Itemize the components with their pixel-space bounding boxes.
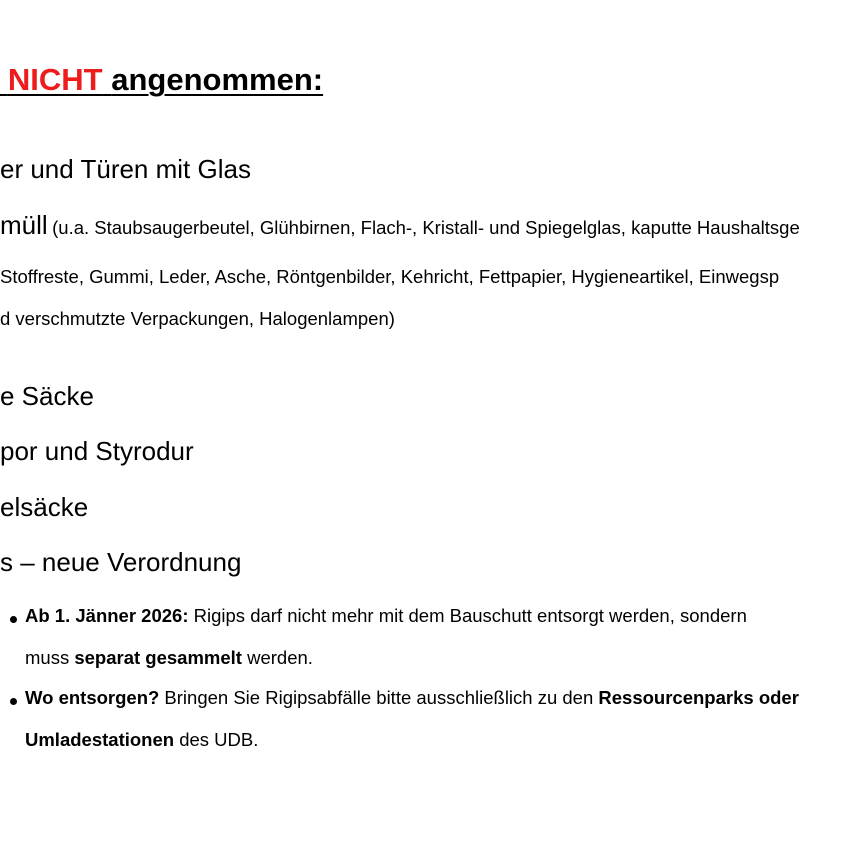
- item-rest-waste-title: müll: [0, 210, 48, 240]
- item-rest-waste-detail-2: Stoffreste, Gummi, Leder, Asche, Röntgenbilder, Kehricht, Fettpapier, Hygieneartikel, Einwegsp: [0, 266, 780, 287]
- item-rest-waste: [0, 210, 800, 241]
- bullet-1-line-2: [25, 647, 313, 669]
- bullet-2-text: Bringen Sie Rigipsabfälle bitte ausschließlich zu den: [159, 687, 599, 708]
- item-bags: e Säcke: [0, 381, 94, 411]
- bullet-dot-2: [10, 698, 17, 705]
- bullet-2-question: Wo entsorgen?: [25, 687, 160, 708]
- item-rigips: s – neue Verordnung: [0, 547, 242, 577]
- item-windows-doors: er und Türen mit Glas: [0, 154, 251, 184]
- item-rest-waste-detail-1: (u.a. Staubsaugerbeutel, Glühbirnen, Flach-, Kristall- und Spiegelglas, kaputte Haushaltsge: [52, 217, 800, 238]
- bullet-2-stations: Umladestationen: [25, 729, 175, 750]
- heading-not: NICHT: [7, 62, 103, 97]
- page-heading: [0, 62, 323, 98]
- item-rest-waste-detail-3: d verschmutzte Verpackungen, Halogenlampen): [0, 308, 395, 329]
- bullet-1-separate: separat gesammelt: [74, 647, 242, 668]
- bullet-1-date: Ab 1. Jänner 2026:: [25, 605, 189, 626]
- bullet-1-line-1: [25, 605, 747, 627]
- bullet-1-text: Rigips darf nicht mehr mit dem Bauschutt entsorgt werden, sondern: [188, 605, 747, 626]
- bullet-2-parks: Ressourcenparks oder: [598, 687, 799, 708]
- bullet-2-line-1: [25, 687, 799, 709]
- item-fabric-bags: elsäcke: [0, 492, 89, 522]
- item-styropor: por und Styrodur: [0, 436, 194, 466]
- bullet-dot-1: [10, 616, 17, 623]
- heading-accepted: angenommen:: [111, 62, 324, 97]
- bullet-2-end: des UDB.: [174, 729, 259, 750]
- bullet-1-end: werden.: [241, 647, 313, 668]
- bullet-2-line-2: [25, 729, 258, 751]
- bullet-1-must: muss: [25, 647, 75, 668]
